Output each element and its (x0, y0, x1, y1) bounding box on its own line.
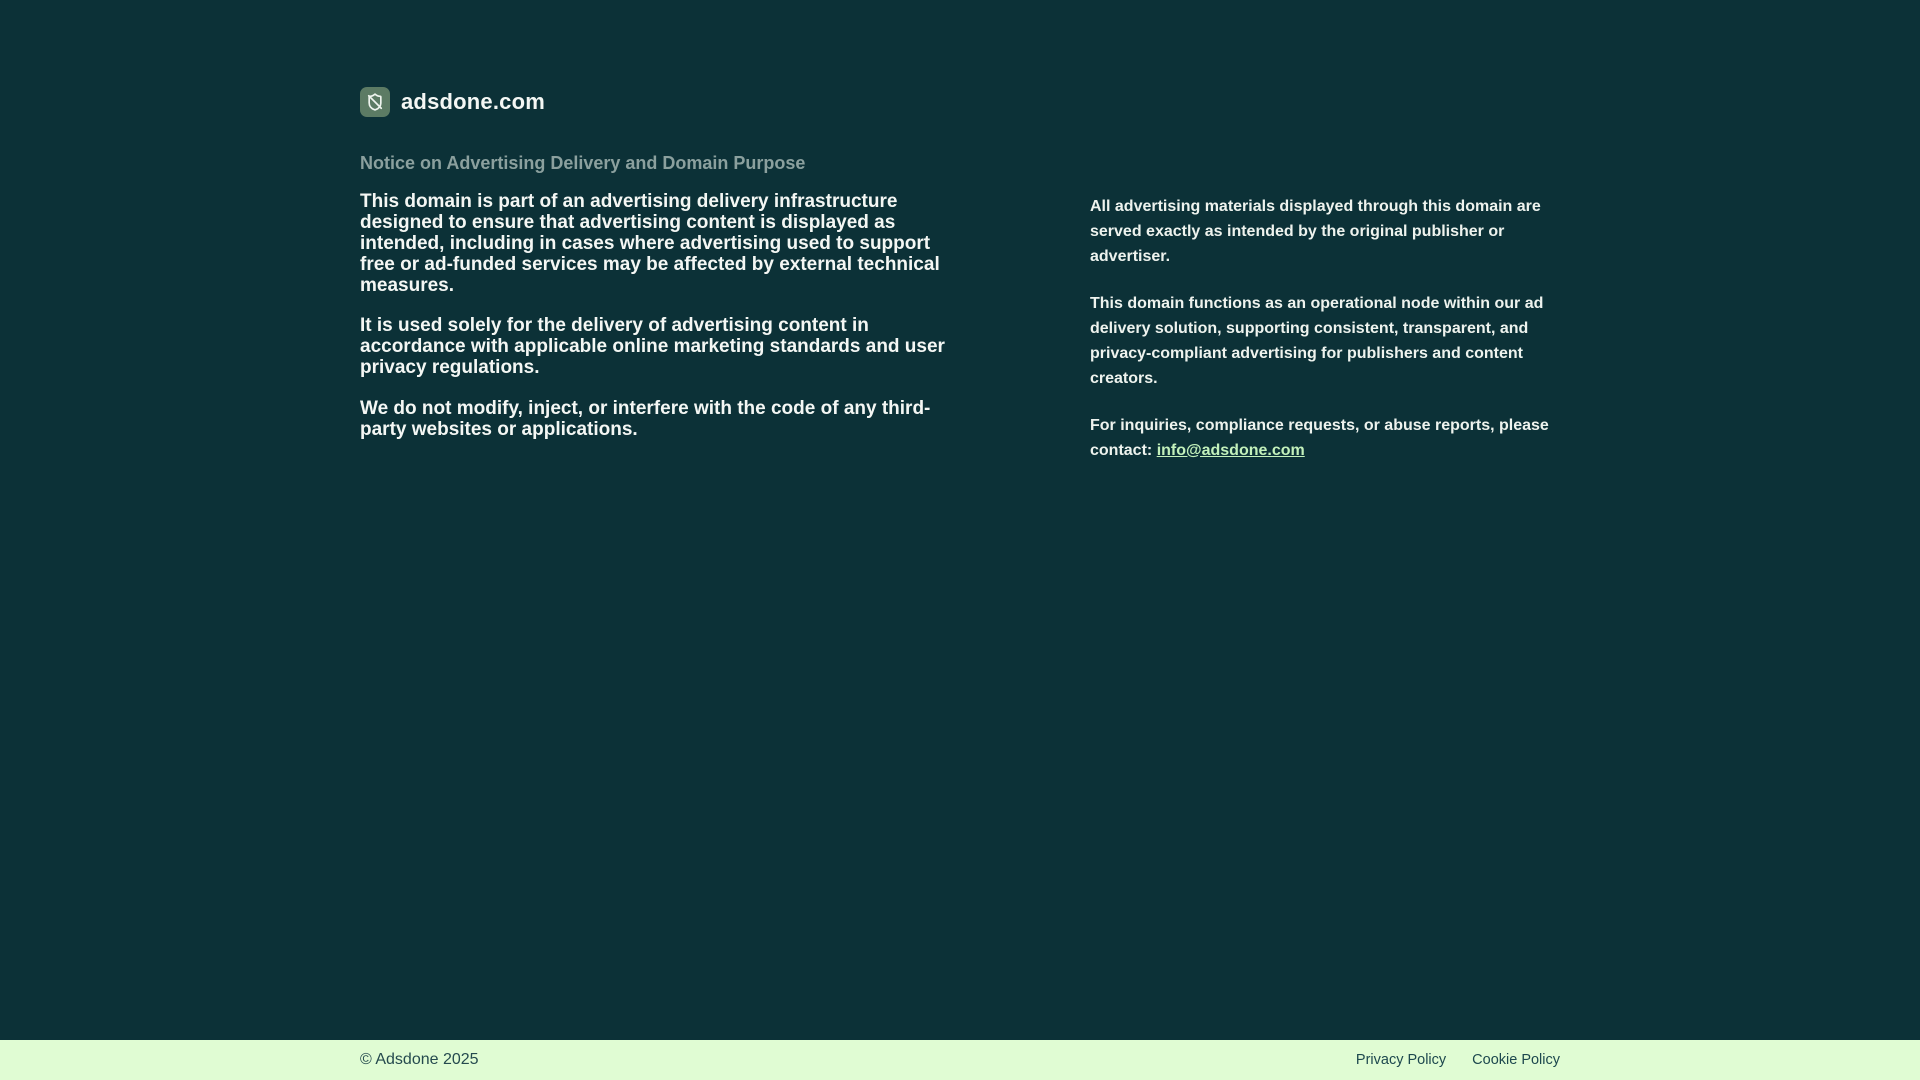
shield-off-icon (360, 87, 390, 117)
right-paragraph-1: All advertising materials displayed through this domain are served exactly as intended by the original publisher or advertiser. (1090, 198, 1541, 265)
contact-email-link[interactable]: info@adsdone.com (1156, 441, 1305, 459)
notice-heading: Notice on Advertising Delivery and Domain Purpose (360, 153, 806, 173)
privacy-policy-link[interactable]: Privacy Policy (1355, 1052, 1447, 1068)
contact-text: For inquiries, compliance requests, or abuse reports, please contact: (1090, 416, 1549, 459)
left-paragraph-1: This domain is part of an advertising delivery infrastructure designed to ensure that advertising content is displayed as intended, including in cases where advertising used to support free or ad-funded services may be affected by external technical measures. (360, 191, 940, 296)
brand-domain-title: adsdone.com (401, 89, 546, 114)
brand-header (360, 87, 1560, 117)
cookie-policy-link[interactable]: Cookie Policy (1472, 1052, 1560, 1068)
copyright-text: © Adsdone 2025 (360, 1051, 479, 1068)
left-paragraph-2: It is used solely for the delivery of advertising content in accordance with applicable online marketing standards and user privacy regulations. (360, 315, 945, 379)
right-column (1090, 192, 1560, 486)
footer-links (1356, 1052, 1560, 1068)
left-column (360, 192, 960, 486)
page-footer (0, 1040, 1920, 1080)
left-paragraph-3: We do not modify, inject, or interfere with the code of any third-party websites or applications. (360, 398, 931, 441)
footer-inner (360, 1040, 1560, 1080)
main-content (360, 0, 1560, 1040)
right-paragraph-2: This domain functions as an operational node within our ad delivery solution, supporting consistent, transparent, and privacy-compliant advertising for publishers and content creators. (1090, 294, 1544, 387)
contact-paragraph (1090, 414, 1560, 464)
content-columns (360, 192, 1560, 486)
